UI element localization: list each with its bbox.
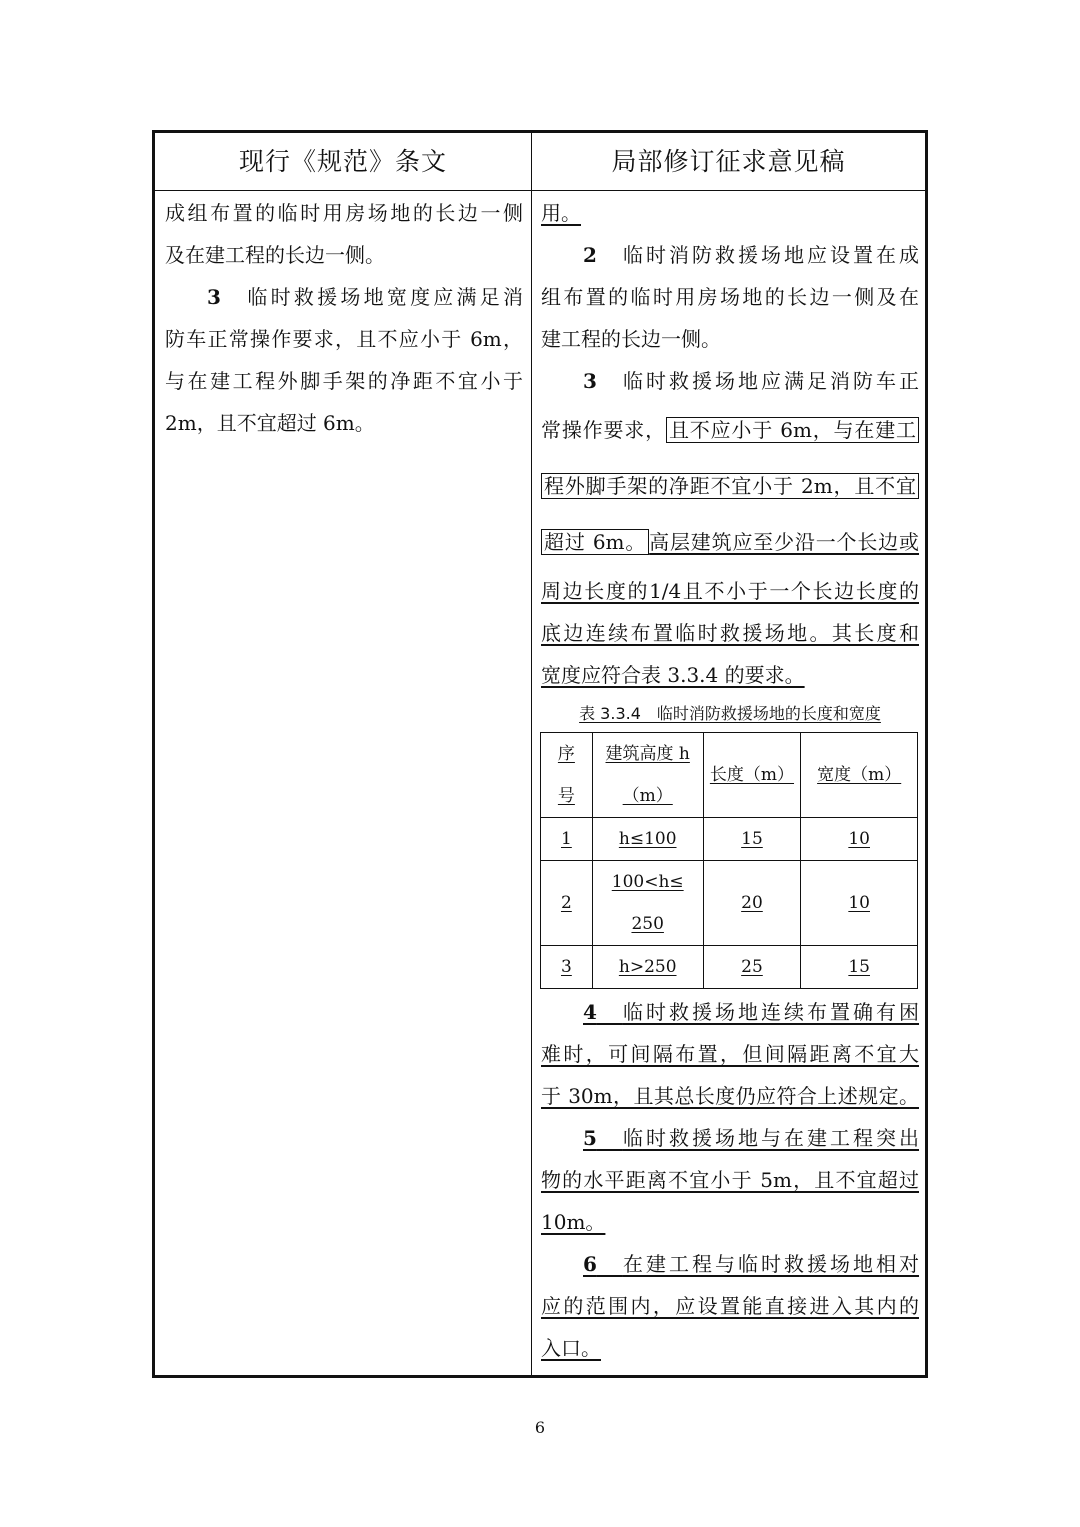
- cell-length: 20: [703, 861, 801, 946]
- added-text: 底边连续布置临时救援场地。其长度和: [541, 621, 919, 645]
- table-row: [541, 946, 918, 989]
- added-text: 物的水平距离不宜小于 5m，且不宜超过: [541, 1168, 919, 1192]
- deleted-text-box: 且不应小于 6m，与在建工: [666, 417, 919, 443]
- header-width: 宽度（m）: [801, 733, 918, 818]
- added-text-line: 入口。: [541, 1336, 601, 1360]
- right-line-boxed: 常操作要求， 且不应小于 6m，与在建工: [541, 402, 919, 458]
- right-line: 建工程的长边一侧。: [541, 327, 721, 351]
- item-number: 5: [583, 1126, 597, 1150]
- right-line-boxed: [541, 458, 919, 514]
- header-revision-draft: 局部修订征求意见稿: [611, 147, 846, 176]
- header-building-height: 建筑高度 h （m）: [592, 733, 703, 818]
- header-length: 长度（m）: [703, 733, 801, 818]
- revision-draft-text: [541, 192, 919, 1369]
- cell-width: 15: [801, 946, 918, 989]
- cell-length: 15: [703, 818, 801, 861]
- header-current-clause: 现行《规范》条文: [238, 147, 447, 176]
- right-line-boxed: [541, 514, 919, 570]
- item-number: 4: [583, 1000, 597, 1024]
- table-header-row: [541, 733, 918, 818]
- column-divider: [531, 133, 532, 1375]
- deleted-text-box: 超过 6m。: [541, 529, 649, 555]
- item-number: 2: [583, 243, 597, 267]
- added-text: 高层建筑应至少沿一个长边或: [649, 530, 920, 554]
- added-text-line: 10m。: [541, 1210, 606, 1234]
- comparison-table: [152, 130, 928, 1378]
- right-item-6: 6 在建工程与临时救援场地相对: [583, 1252, 920, 1276]
- cell-seq: 3: [541, 946, 593, 989]
- table-row: [541, 861, 918, 946]
- left-line: 成组布置的临时用房场地的长边一侧: [165, 201, 523, 225]
- right-line: 用。: [541, 201, 581, 225]
- added-text: 难时，可间隔布置，但间隔距离不宜大: [541, 1042, 919, 1066]
- page-number: 6: [534, 1418, 546, 1437]
- cell-width: 10: [801, 818, 918, 861]
- added-text: 于 30m，且其总长度仍应符合上述规定。: [541, 1084, 919, 1108]
- left-line: 及在建工程的长边一侧。: [165, 243, 385, 267]
- table-row: [541, 818, 918, 861]
- right-line: 组布置的临时用房场地的长边一侧及在: [541, 285, 919, 309]
- cell-width: 10: [801, 861, 918, 946]
- item-number: 3: [207, 285, 221, 309]
- left-line: 临时救援场地宽度应满足消: [247, 285, 524, 309]
- left-line: 2m，且不宜超过 6m。: [165, 411, 375, 435]
- current-clause-text: [165, 192, 523, 444]
- left-line: 与在建工程外脚手架的净距不宜小于: [165, 369, 523, 393]
- header-divider: [155, 190, 925, 191]
- table-caption: 表 3.3.4 临时消防救援场地的长度和宽度: [579, 704, 881, 723]
- deleted-text-box: 程外脚手架的净距不宜小于 2m，且不宜: [541, 473, 919, 499]
- right-item-2: 2 临时消防救援场地应设置在成: [583, 243, 920, 267]
- header-seq: 序 号: [541, 733, 593, 818]
- item-number: 6: [583, 1252, 597, 1276]
- cell-height: 100<h≤ 250: [592, 861, 703, 946]
- right-item-5: 5 临时救援场地与在建工程突出: [583, 1126, 920, 1150]
- cell-length: 25: [703, 946, 801, 989]
- right-item-3: 3 临时救援场地应满足消防车正: [583, 369, 920, 393]
- cell-seq: 2: [541, 861, 593, 946]
- right-item-4: 4 临时救援场地连续布置确有困: [583, 1000, 920, 1024]
- left-line: 防车正常操作要求，且不应小于 6m，: [165, 327, 523, 351]
- left-item-3: [165, 276, 523, 318]
- site-size-table: [540, 732, 918, 989]
- added-text: 应的范围内，应设置能直接进入其内的: [541, 1294, 919, 1318]
- cell-seq: 1: [541, 818, 593, 861]
- cell-height: h>250: [592, 946, 703, 989]
- added-text-line: 宽度应符合表 3.3.4 的要求。: [541, 663, 805, 687]
- cell-height: h≤100: [592, 818, 703, 861]
- added-text: 周边长度的1/4且不小于一个长边长度的: [541, 579, 919, 603]
- item-number: 3: [583, 369, 597, 393]
